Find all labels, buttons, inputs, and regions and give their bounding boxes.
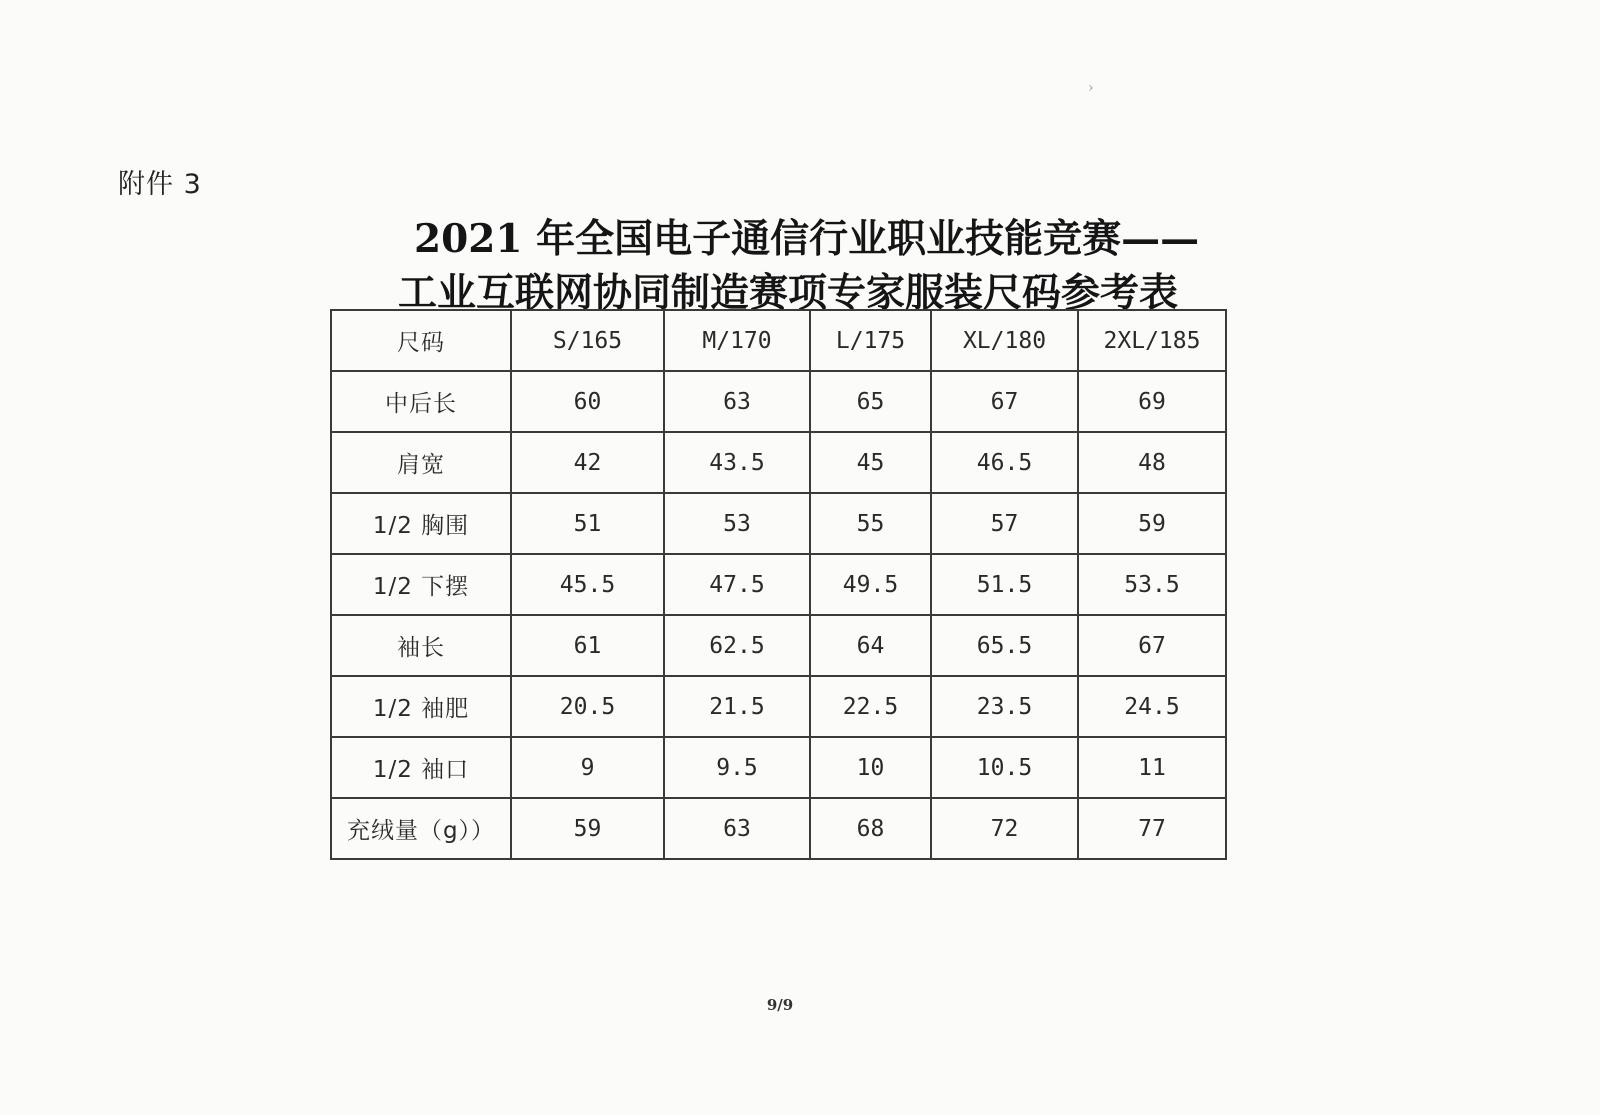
table-row bbox=[331, 432, 1226, 493]
table-cell: 46.5 bbox=[931, 432, 1078, 493]
table-cell: 53 bbox=[664, 493, 810, 554]
table-cell: 68 bbox=[810, 798, 931, 859]
header-cell: XL/180 bbox=[931, 310, 1078, 371]
table-cell: 77 bbox=[1078, 798, 1226, 859]
table-cell: 60 bbox=[511, 371, 664, 432]
row-label: 肩宽 bbox=[331, 432, 511, 493]
table-row bbox=[331, 615, 1226, 676]
table-cell: 23.5 bbox=[931, 676, 1078, 737]
table-cell: 61 bbox=[511, 615, 664, 676]
scan-speck: › bbox=[1088, 80, 1094, 96]
table-cell: 42 bbox=[511, 432, 664, 493]
table-cell: 51 bbox=[511, 493, 664, 554]
table-cell: 10 bbox=[810, 737, 931, 798]
table-cell: 51.5 bbox=[931, 554, 1078, 615]
table-row bbox=[331, 493, 1226, 554]
document-title-line-2: 工业互联网协同制造赛项专家服装尺码参考表 bbox=[398, 270, 1179, 316]
header-cell: L/175 bbox=[810, 310, 931, 371]
table-cell: 65.5 bbox=[931, 615, 1078, 676]
table-cell: 20.5 bbox=[511, 676, 664, 737]
row-label: 1/2 袖肥 bbox=[331, 676, 511, 737]
table-header-row bbox=[331, 310, 1226, 371]
table-cell: 10.5 bbox=[931, 737, 1078, 798]
table-cell: 45.5 bbox=[511, 554, 664, 615]
table-cell: 59 bbox=[511, 798, 664, 859]
table-cell: 21.5 bbox=[664, 676, 810, 737]
row-label: 1/2 下摆 bbox=[331, 554, 511, 615]
table-cell: 24.5 bbox=[1078, 676, 1226, 737]
table-cell: 48 bbox=[1078, 432, 1226, 493]
table-cell: 57 bbox=[931, 493, 1078, 554]
row-label: 1/2 胸围 bbox=[331, 493, 511, 554]
row-label: 充绒量（g）） bbox=[331, 798, 511, 859]
table-cell: 72 bbox=[931, 798, 1078, 859]
table-cell: 64 bbox=[810, 615, 931, 676]
row-label: 中后长 bbox=[331, 371, 511, 432]
table-row bbox=[331, 554, 1226, 615]
table-cell: 62.5 bbox=[664, 615, 810, 676]
size-reference-table bbox=[330, 309, 1227, 860]
table-cell: 11 bbox=[1078, 737, 1226, 798]
attachment-label: 附件 3 bbox=[118, 169, 202, 200]
header-cell-size: 尺码 bbox=[331, 310, 511, 371]
header-cell: S/165 bbox=[511, 310, 664, 371]
table-cell: 49.5 bbox=[810, 554, 931, 615]
page-number: 9/9 bbox=[766, 996, 794, 1014]
table-cell: 63 bbox=[664, 371, 810, 432]
table-cell: 47.5 bbox=[664, 554, 810, 615]
table-cell: 55 bbox=[810, 493, 931, 554]
table-cell: 69 bbox=[1078, 371, 1226, 432]
document-title-line-1: 2021 年全国电子通信行业职业技能竞赛—— bbox=[414, 216, 1200, 262]
row-label: 1/2 袖口 bbox=[331, 737, 511, 798]
table-row bbox=[331, 371, 1226, 432]
table-cell: 9 bbox=[511, 737, 664, 798]
table-cell: 63 bbox=[664, 798, 810, 859]
header-cell: 2XL/185 bbox=[1078, 310, 1226, 371]
table-cell: 43.5 bbox=[664, 432, 810, 493]
table-cell: 67 bbox=[1078, 615, 1226, 676]
row-label: 袖长 bbox=[331, 615, 511, 676]
table-cell: 9.5 bbox=[664, 737, 810, 798]
table-cell: 67 bbox=[931, 371, 1078, 432]
table-cell: 45 bbox=[810, 432, 931, 493]
table-cell: 65 bbox=[810, 371, 931, 432]
table-cell: 53.5 bbox=[1078, 554, 1226, 615]
table-cell: 22.5 bbox=[810, 676, 931, 737]
table-row bbox=[331, 676, 1226, 737]
table-cell: 59 bbox=[1078, 493, 1226, 554]
table-row bbox=[331, 798, 1226, 859]
table-row bbox=[331, 737, 1226, 798]
header-cell: M/170 bbox=[664, 310, 810, 371]
